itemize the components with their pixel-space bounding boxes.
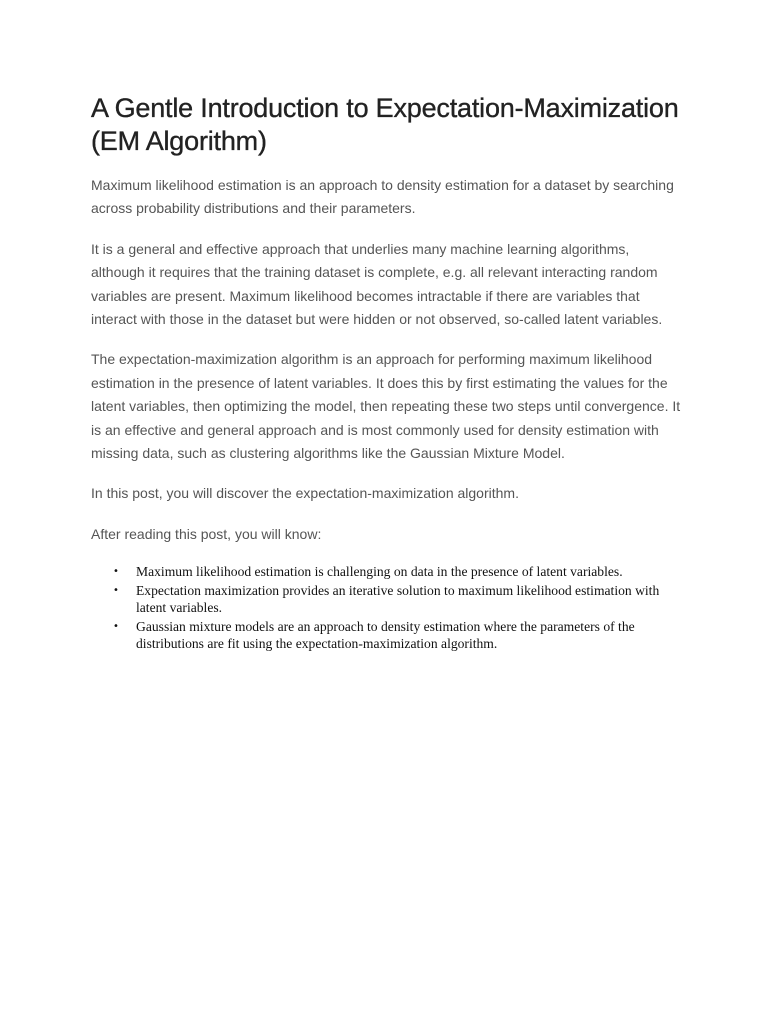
list-item bbox=[91, 582, 681, 616]
list-item bbox=[91, 563, 681, 580]
paragraph-general-approach: It is a general and effective approach that underlies many machine learning algorithms, although it requires that the training dataset is complete, e.g. all relevant interacting random variables are present. Maximum likelihood becomes intractable if there are variables that interact with those in the dataset but were hidden or not observed, so-called latent variables. bbox=[91, 240, 663, 328]
document-page bbox=[91, 92, 681, 654]
paragraph-you-will-know: After reading this post, you will know: bbox=[91, 525, 322, 542]
paragraph-intro: Maximum likelihood estimation is an approach to density estimation for a dataset by searching across probability distributions and their parameters. bbox=[91, 177, 674, 217]
list-item-text: Gaussian mixture models are an approach to density estimation where the parameters of the distributions are fit using the expectation-maximization algorithm. bbox=[136, 619, 635, 652]
paragraph-em-algorithm: The expectation-maximization algorithm is an approach for performing maximum likelihood estimation in the presence of latent variables. It does this by first estimating the values for the latent variables, then optimizing the model, then repeating these two steps until convergence. It is an effective and general approach and is most commonly used for density estimation with missing data, such as clustering algorithms like the Gaussian Mixture Model. bbox=[91, 351, 681, 462]
takeaways-list bbox=[91, 563, 681, 652]
bullet-icon: • bbox=[113, 621, 119, 633]
list-item-text: Expectation maximization provides an iterative solution to maximum likelihood estimation with latent variables. bbox=[136, 583, 660, 616]
bullet-icon: • bbox=[113, 585, 119, 597]
paragraph-discover: In this post, you will discover the expectation-maximization algorithm. bbox=[91, 485, 519, 502]
article-title: A Gentle Introduction to Expectation-Maximization (EM Algorithm) bbox=[91, 93, 679, 156]
bullet-icon: • bbox=[113, 566, 119, 578]
list-item bbox=[91, 618, 681, 652]
list-item-text: Maximum likelihood estimation is challenging on data in the presence of latent variables. bbox=[136, 564, 623, 580]
